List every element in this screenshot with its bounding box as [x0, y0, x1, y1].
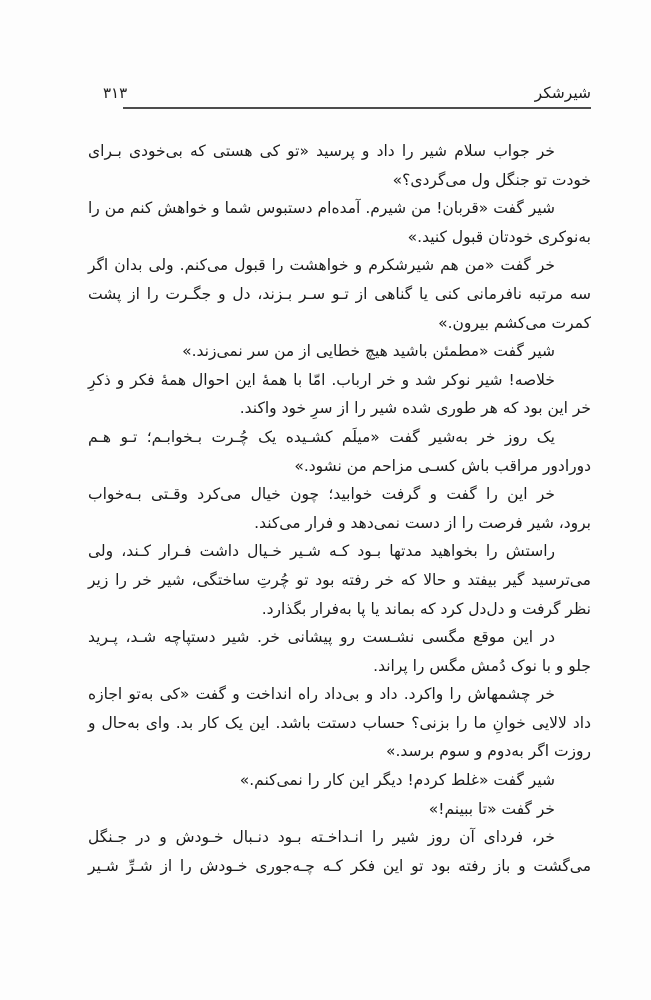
text-line: کمرت می‌کشم بیرون.»: [438, 313, 591, 332]
header-rule: [123, 107, 591, 109]
text-line: خودت تو جنگل ول می‌گردی؟»: [392, 170, 591, 189]
text-line: شیر گفت «مطمئن باشید هیچ خطایی از من سر نمی‌زند.»: [182, 342, 555, 361]
text-line: خر جواب سلام شیر را داد و پرسید «تو کی هستی که بی‌خودی بـرای: [88, 142, 555, 160]
text-line: داد لالایی خوانِ ما را بزنی؟ حساب دستت باشد. این یک کار بد. وای به‌حال و: [88, 713, 591, 732]
text-line: خر این را گفت و گرفت خوابید؛ چون خیال می‌کرد وقـتی بـه‌خواب: [88, 485, 555, 504]
text-line: برود، شیر فرصت را از دست نمی‌دهد و فرار می‌کند.: [254, 513, 591, 532]
page-number: ٣١٣: [103, 84, 128, 102]
text-line: راستش را بخواهید مدتها بـود کـه شـیر خـیال داشت فـرار کـند، ولی: [88, 542, 555, 561]
text-line: خلاصه! شیر نوکر شد و خر ارباب. امّا با همهٔ این احوال همهٔ فکر و ذکرِ: [88, 370, 555, 389]
text-line: شیر گفت «قربان! من شیرم. آمده‌ام دستبوس شما و خواهش کنم من را: [88, 199, 555, 218]
text-line: سه مرتبه نافرمانی کنی یا گناهی از تـو سـر بـزند، دل و جگـرت را از پشت: [88, 284, 591, 303]
chapter-title: شیرشکر: [534, 84, 591, 102]
text-line: در این موقع مگسی نشـست رو پیشانی خر. شیر دستپاچه شـد، پـرید: [88, 628, 555, 647]
text-line: روزت اگر به‌دوم و سوم برسد.»: [385, 742, 591, 761]
text-line: شیر گفت «غلط کردم! دیگر این کار را نمی‌کنم.»: [239, 771, 555, 790]
text-line: یک روز خر به‌شیر گفت «میلَم کشـیده یک چُـرت بـخوابـم؛ تـو هـم: [88, 427, 555, 446]
text-line: دورادور مراقب باش کسـی مزاحم من نشود.»: [294, 456, 591, 475]
text-line: خر گفت «من هم شیرشکرم و خواهشت را قبول می‌کنم. ولی بدان اگر: [88, 256, 555, 275]
page-body: [88, 137, 591, 880]
text-line: خر این بود که هر طوری شده شیر را از سرِ خود واکند.: [239, 399, 591, 418]
text-line: به‌نوکری خودتان قبول کنید.»: [407, 227, 591, 246]
text-line: می‌گشت و باز رفته بود تو این فکر کـه چـه‌جوری خـودش را از شـرِّ شـیر: [88, 856, 591, 875]
text-line: می‌ترسید گیر بیفتد و حالا که خر رفته بود تو چُرتِ ساختگی، شیر خر را زیر: [88, 570, 591, 589]
text-line: خر چشمهاش را واکرد. داد و بی‌داد راه انداخت و گفت «کی به‌تو اجازه: [88, 685, 555, 704]
text-line: خر گفت «تا ببینم!»: [428, 799, 555, 818]
text-line: جلو و با نوک دُمش مگس را پراند.: [373, 656, 591, 675]
text-line: نظر گرفت و دل‌دل کرد که بماند یا پا به‌فرار بگذارد.: [261, 599, 591, 618]
text-line: خر، فردای آن روز شیر را انـداخـته بـود دنـبال خـودش و در جـنگل: [88, 828, 555, 847]
